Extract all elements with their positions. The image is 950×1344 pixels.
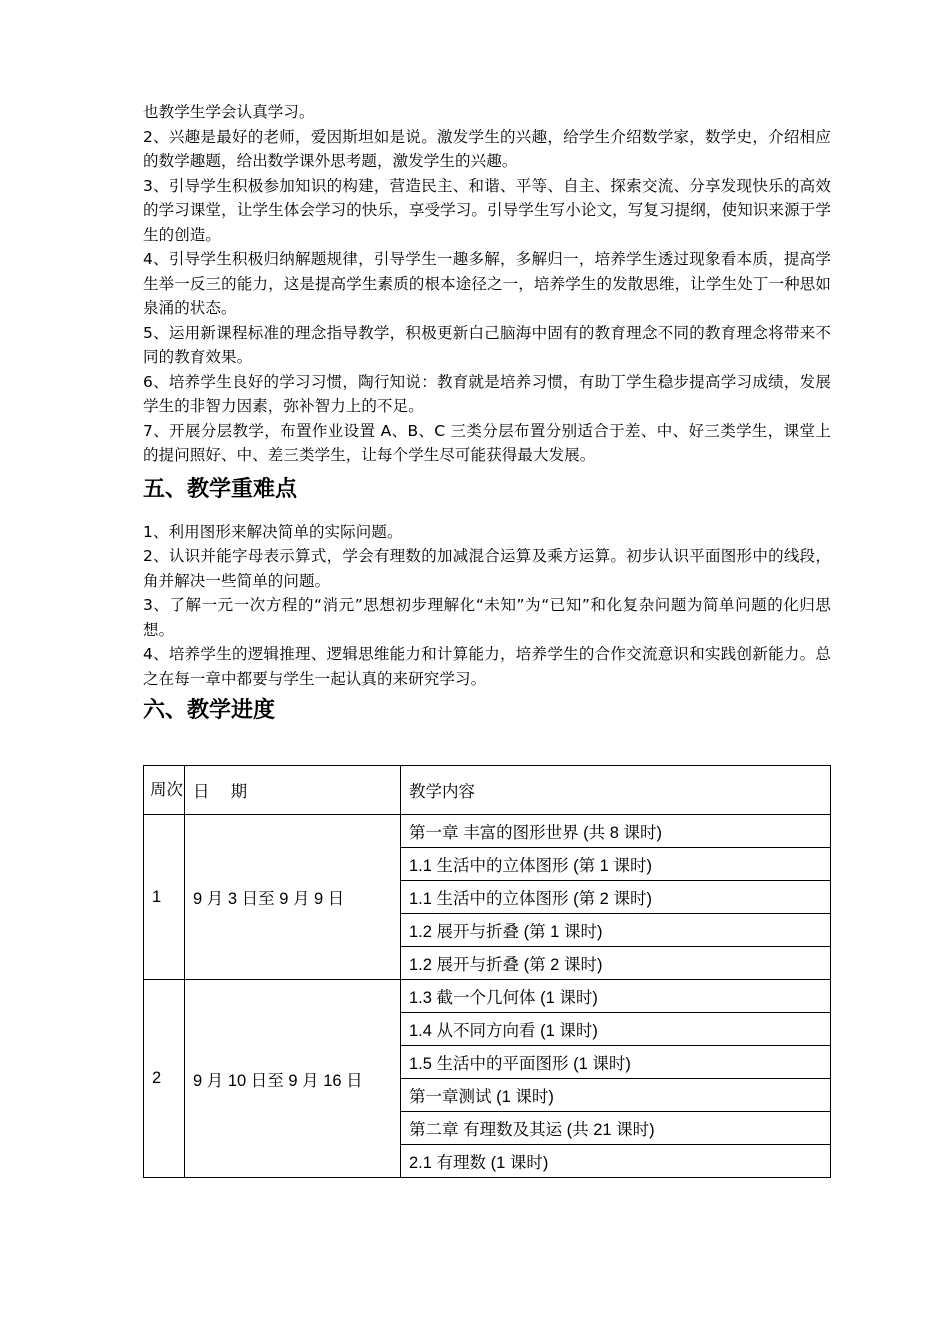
table-row xyxy=(144,980,831,1013)
content-cell: 第一章测试 (1 课时) xyxy=(401,1079,831,1112)
paragraph: 也教学生学会认真学习。 xyxy=(143,103,315,121)
content-cell: 第一章 丰富的图形世界 (共 8 课时) xyxy=(401,815,831,848)
document-page xyxy=(143,100,831,1178)
table-header-row xyxy=(144,766,831,815)
header-content: 教学内容 xyxy=(401,766,831,815)
section-heading: 五、教学重难点 xyxy=(143,476,298,502)
date-cell: 9 月 3 日至 9 月 9 日 xyxy=(185,815,401,980)
paragraph: 7、开展分层教学，布置作业设置 A、B、C 三类分层布置分别适合于差、中、好三类学生，课堂上的提问照好、中、差三类学生，让每个学生尽可能获得最大发展。 xyxy=(143,421,831,464)
content-cell: 1.2 展开与折叠 (第 2 课时) xyxy=(401,947,831,980)
paragraph: 4、引导学生积极归纳解题规律，引导学生一趣多解，多解归一，培养学生透过现象看本质，提高学生举一反三的能力，这是提高学生素质的根本途径之一，培养学生的发散思维，让学生处丁一种思如泉涌的状态。 xyxy=(143,250,831,317)
content-cell: 1.2 展开与折叠 (第 1 课时) xyxy=(401,914,831,947)
header-week: 周次 xyxy=(144,766,185,815)
section-heading: 六、教学进度 xyxy=(143,698,276,723)
schedule-table xyxy=(143,765,831,1178)
paragraph: 4、培养学生的逻辑推理、逻辑思维能力和计算能力，培养学生的合作交流意识和实践创新能力。总之在每一章中都要与学生一起认真的来研究学习。 xyxy=(143,645,831,688)
content-cell: 第二章 有理数及其运 (共 21 课时) xyxy=(401,1112,831,1145)
header-date: 日 期 xyxy=(185,766,401,815)
week-cell: 2 xyxy=(144,980,185,1178)
paragraph: 3、了解一元一次方程的“消元”思想初步理解化“未知”为“已知”和化复杂问题为简单问题的化归思想。 xyxy=(143,596,831,639)
paragraph: 5、运用新课程标准的理念指导教学，积极更新白己脑海中固有的教育理念不同的教育理念将带来不同的教育效果。 xyxy=(143,323,831,366)
paragraph: 3、引导学生积极参加知识的构建，营造民主、和谐、平等、自主、探索交流、分享发现快乐的高效的学习课堂，让学生体会学习的快乐，享受学习。引导学生写小论文，写复习提纲，使知识来源于学生的创造。 xyxy=(143,176,831,244)
date-cell: 9 月 10 日至 9 月 16 日 xyxy=(185,980,401,1178)
content-cell: 1.1 生活中的立体图形 (第 2 课时) xyxy=(401,881,831,914)
content-cell: 1.4 从不同方向看 (1 课时) xyxy=(401,1013,831,1046)
paragraph: 2、认识并能字母表示算式，学会有理数的加减混合运算及乘方运算。初步认识平面图形中的线段，角并解决一些简单的问题。 xyxy=(143,547,831,590)
paragraph: 2、兴趣是最好的老师，爱因斯坦如是说。激发学生的兴趣，给学生介绍数学家，数学史，介绍相应的数学趣题，给出数学课外思考题，激发学生的兴趣。 xyxy=(143,127,831,170)
content-cell: 2.1 有理数 (1 课时) xyxy=(401,1145,831,1178)
table-row xyxy=(144,815,831,848)
paragraph: 6、培养学生良好的学习习惯，陶行知说：教育就是培养习惯，有助丁学生稳步提高学习成绩，发展学生的非智力因素，弥补智力上的不足。 xyxy=(143,372,831,415)
content-cell: 1.3 截一个几何体 (1 课时) xyxy=(401,980,831,1013)
week-cell: 1 xyxy=(144,815,185,980)
content-cell: 1.5 生活中的平面图形 (1 课时) xyxy=(401,1046,831,1079)
paragraph: 1、利用图形来解决简单的实际问题。 xyxy=(143,522,403,541)
content-cell: 1.1 生活中的立体图形 (第 1 课时) xyxy=(401,848,831,881)
